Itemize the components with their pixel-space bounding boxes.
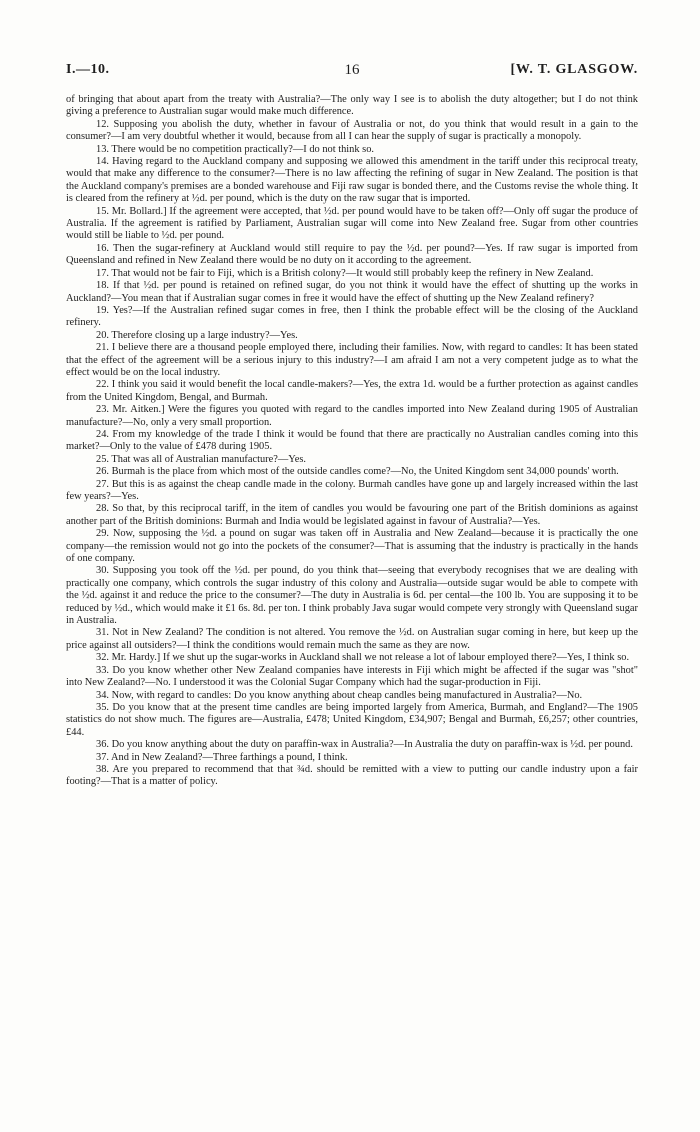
- paragraph: 16. Then the sugar-refinery at Auckland would still require to pay the ½d. per pound?—Yes. If raw sugar is imported from Queensland and refined in New Zealand there would be no duty on it according to the agreement.: [66, 242, 638, 267]
- paragraph: 22. I think you said it would benefit the local candle-makers?—Yes, the extra 1d. would be a further protection as against candles from the United Kingdom, Bengal, and Burmah.: [66, 379, 638, 403]
- evidence-text: [66, 94, 638, 789]
- paragraph: 29. Now, supposing the ½d. a pound on sugar was taken off in Australia and New Zealand—because it is practically the one company—the remission would not go into the pockets of the consumer?—That is assuming that the industry is practically in the hands of one company.: [66, 528, 638, 565]
- paragraph: 38. Are you prepared to recommend that that ¾d. should be remitted with a view to putting our candle industry upon a fair footing?—That is a matter of policy.: [66, 763, 638, 788]
- paragraph: 26. Burmah is the place from which most of the outside candles come?—No, the United Kingdom sent 34,000 pounds' worth.: [96, 466, 619, 478]
- paragraph: 12. Supposing you abolish the duty, whether in favour of Australia or not, do you think that would result in a gain to the consumer?—I am very doubtful whether it would, because from all I can hear the supply of sugar is practically a monopoly.: [66, 118, 638, 143]
- paper-reference: I.—10.: [66, 62, 110, 77]
- paragraph: 30. Supposing you took off the ½d. per pound, do you think that—seeing that everybody recognises that we are dealing with practically one company, which controls the sugar industry of this colony and Australia—outside sugar would be able to compete with the ½d. against it and reduce the price to the consumer?—The duty in Australia is 6d. per cental—the 100 lb. You are supposing it to be reduced by ½d., which would make it £1 6s. 8d. per ton. I think probably Java sugar would compete very strongly with Queensland sugar in Australia.: [66, 565, 638, 627]
- paragraph: 23. Mr. Aitken.] Were the figures you quoted with regard to the candles imported into New Zealand during 1905 of Australian manufacture?—No, only a very small proportion.: [66, 404, 638, 428]
- paragraph: 18. If that ½d. per pound is retained on refined sugar, do you not think it would have the effect of shutting up the works in Auckland?—You mean that if Australian sugar comes in free it would have the effect of shutting up the New Zealand refinery?: [66, 280, 638, 304]
- page-header: [66, 62, 638, 82]
- paragraph: 19. Yes?—If the Australian refined sugar comes in free, then I think the probable effect will be the closing of the Auckland refinery.: [66, 304, 638, 329]
- paragraph: of bringing that about apart from the treaty with Australia?—The only way I see is to abolish the duty altogether; but I do not think giving a preference to Australian sugar would make much difference.: [66, 94, 638, 118]
- paragraph: 14. Having regard to the Auckland company and supposing we allowed this amendment in the tariff under this reciprocal treaty, would that make any difference to the consumer?—There is no law affecting the refining of sugar in New Zealand. The position is that the Auckland company's premises are a bonded warehouse and Fiji raw sugar is bonded there, and the Customs revise the whole thing. It is cleared from the refinery at ½d. per pound, which is the duty on the raw sugar that is imported.: [66, 156, 638, 205]
- paragraph: 27. But this is as against the cheap candle made in the colony. Burmah candles have gone up and largely increased within the last few years?—Yes.: [66, 478, 638, 502]
- page-number: 16: [344, 62, 360, 78]
- paragraph: 33. Do you know whether other New Zealand companies have interests in Fiji which might be affected if the sugar was "shot" into New Zealand?—No. I understood it was the Colonial Sugar Company which had the sugar-production in Fiji.: [66, 664, 638, 689]
- paragraph: 15. Mr. Bollard.] If the agreement were accepted, that ½d. per pound would have to be taken off?—Only off sugar the produce of Australia. If the agreement is ratified by Parliament, Australian sugar will come into New Zealand free. Sugar from other countries would still be liable to ½d. per pound.: [66, 205, 638, 242]
- paragraph: 28. So that, by this reciprocal tariff, in the item of candles you would be favouring one part of the British dominions as against another part of the British dominions: Burmah and India would be legislated against in favour of Australia?—Yes.: [66, 503, 638, 527]
- paragraph: 36. Do you know anything about the duty on paraffin-wax in Australia?—In Australia the duty on paraffin-wax is ½d. per pound.: [96, 739, 633, 751]
- paragraph: 13. There would be no competition practically?—I do not think so.: [96, 143, 374, 155]
- paragraph: 37. And in New Zealand?—Three farthings a pound, I think.: [96, 751, 348, 763]
- witness-name: [W. T. GLASGOW.: [510, 62, 638, 77]
- paragraph: 24. From my knowledge of the trade I think it would be found that there are practically no Australian candles coming into this market?—Only to the value of £478 during 1905.: [66, 428, 638, 453]
- paragraph: 25. That was all of Australian manufacture?—Yes.: [96, 453, 306, 465]
- paragraph: 32. Mr. Hardy.] If we shut up the sugar-works in Auckland shall we not release a lot of labour employed there?—Yes, I think so.: [96, 652, 630, 664]
- paragraph: 17. That would not be fair to Fiji, which is a British colony?—It would still probably keep the refinery in New Zealand.: [96, 267, 594, 279]
- paragraph: 21. I believe there are a thousand people employed there, including their families. Now, with regard to candles: It has been stated that the effect of the agreement will be a serious injury to this industry?—I am afraid I am not a very competent judge as to what the effect would be on the local industry.: [66, 342, 638, 378]
- paragraph: 20. Therefore closing up a large industry?—Yes.: [96, 329, 298, 341]
- paragraph: 35. Do you know that at the present time candles are being imported largely from America, Burmah, and England?—The 1905 statistics do not show much. The figures are—Australia, £478; United Kingdom, £34,907; Bengal and Burmah, £6,257; other countries, £44.: [66, 701, 638, 738]
- paragraph: 34. Now, with regard to candles: Do you know anything about cheap candles being manufactured in Australia?—No.: [96, 689, 583, 701]
- paragraph: 31. Not in New Zealand? The condition is not altered. You remove the ½d. on Australian sugar coming in here, but keep up the price against all outsiders?—I think the conditions would remain much the same as they are now.: [66, 627, 638, 651]
